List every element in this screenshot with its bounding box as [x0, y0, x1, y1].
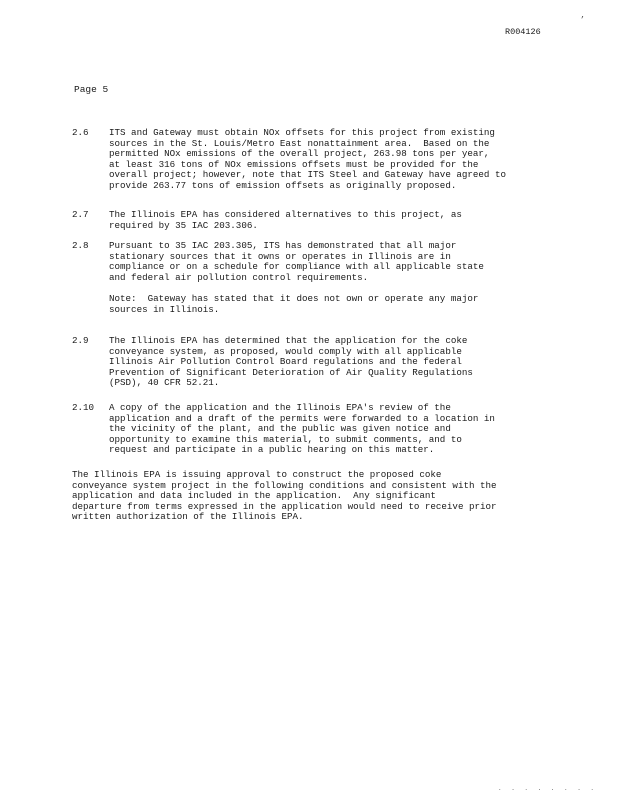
item-line: stationary sources that it owns or operates in Illinois are in — [109, 250, 451, 262]
item-line: The Illinois EPA has considered alternatives to this project, as — [109, 209, 462, 220]
item-line: The Illinois EPA has determined that the application for the coke — [109, 335, 468, 346]
item-line: at least 316 tons of NOx emissions offsets must be provided for the — [109, 158, 479, 170]
item-line: overall project; however, note that ITS Steel and Gateway have agreed to — [109, 169, 506, 181]
item-line: sources in the St. Louis/Metro East nonattainment area. Based on the — [109, 137, 490, 149]
item-line: provide 263.77 tons of emission offsets as originally proposed. — [109, 179, 457, 191]
item-line: required by 35 IAC 203.306. — [109, 219, 258, 231]
item-body — [109, 336, 550, 389]
closing-paragraph — [72, 470, 550, 523]
item-line: and federal air pollution control requirements. — [109, 271, 369, 283]
closing-line: The Illinois EPA is issuing approval to construct the proposed coke — [72, 469, 442, 480]
closing-line: application and data included in the application. Any significant — [72, 490, 436, 502]
closing-line: conveyance system project in the following conditions and consistent with the — [72, 479, 497, 491]
item-body — [109, 403, 550, 456]
note-line: Note: Gateway has stated that it does not own or operate any major — [109, 293, 479, 304]
note-block — [109, 294, 549, 315]
item-2-9 — [72, 336, 550, 389]
item-body — [109, 210, 550, 231]
item-body — [109, 128, 550, 192]
item-line: application and a draft of the permits were forwarded to a location in — [109, 412, 495, 424]
item-line: (PSD), 40 CFR 52.21. — [109, 377, 220, 389]
item-line: permitted NOx emissions of the overall project, 263.98 tons per year, — [109, 148, 490, 160]
item-2-8 — [72, 241, 550, 283]
item-line: Prevention of Significant Deterioration of Air Quality Regulations — [109, 366, 473, 378]
footer-dots: . . . . . . . . — [498, 785, 598, 792]
document-id: R004126 — [505, 27, 541, 37]
closing-line: written authorization of the Illinois EPA. — [72, 511, 304, 523]
item-line: the vicinity of the plant, and the public was given notice and — [109, 423, 451, 435]
item-line: Illinois Air Pollution Control Board regulations and the federal — [109, 356, 462, 368]
item-2-6 — [72, 128, 550, 192]
item-line: ITS and Gateway must obtain NOx offsets for this project from existing — [109, 127, 495, 138]
item-line: conveyance system, as proposed, would comply with all applicable — [109, 345, 462, 357]
item-number: 2.10 — [72, 402, 95, 413]
page-label: Page 5 — [74, 84, 109, 95]
closing-line: departure from terms expressed in the application would need to receive prior — [72, 500, 497, 512]
item-number: 2.7 — [72, 209, 89, 220]
item-number: 2.6 — [72, 127, 89, 138]
item-2-10 — [72, 403, 550, 456]
item-line: compliance or on a schedule for compliance with all applicable state — [109, 261, 484, 273]
item-body — [109, 241, 550, 283]
item-line: A copy of the application and the Illinois EPA's review of the — [109, 402, 451, 413]
item-number: 2.9 — [72, 335, 89, 346]
item-line: opportunity to examine this material, to submit comments, and to — [109, 433, 462, 445]
item-line: Pursuant to 35 IAC 203.305, ITS has demonstrated that all major — [109, 240, 457, 251]
corner-mark: ’ — [580, 16, 585, 25]
note-line: sources in Illinois. — [109, 303, 220, 315]
item-2-7 — [72, 210, 550, 231]
item-number: 2.8 — [72, 240, 89, 251]
item-line: request and participate in a public hearing on this matter. — [109, 444, 435, 456]
